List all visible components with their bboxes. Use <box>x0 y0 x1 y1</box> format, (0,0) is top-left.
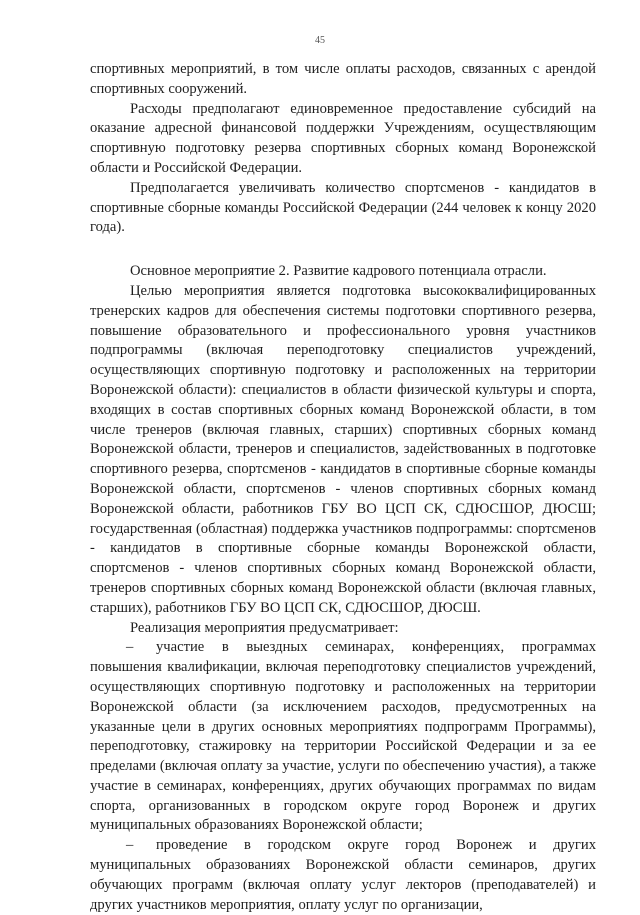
document-body <box>90 60 596 915</box>
list-item-text: участие в выездных семинарах, конференциях, программах повышения квалификации, включая переподготовку специалистов учреждений, осуществляющих спортивную подготовку и расположенных на территории Воронежской области (за исключением расходов, предусмотренных на указанные цели в других основных мероприятиях подпрограмм Программы), переподготовку, стажировку на территории Российской Федерации и за ее пределами (включая оплату за участие, услуги по обеспечению участия), а также участие в семинарах, конференциях, других обучающих программах по видам спорта, организованных в городском округе город Воронеж и других муниципальных образованиях Воронежской области; <box>90 639 596 834</box>
paragraph-goal: Целью мероприятия является подготовка высококвалифицированных тренерских кадров для обеспечения системы подготовки спортивного резерва, повышение образовательного и профессионального уровня участников подпрограммы (включая переподготовку специалистов учреждений, осуществляющих спортивную подготовку и расположенных на территории Воронежской области): специалистов в области физической культуры и спорта, входящих в состав спортивных сборных команд Воронежской области, в том числе тренеров (включая главных, старших) спортивных сборных команд Воронежской области, тренеров и специалистов, задействованных в подготовке спортивного резерва, спортсменов - кандидатов в спортивные сборные команды Воронежской области, спортсменов - членов спортивных сборных команд Воронежской области, работников ГБУ ВО ЦСП СК, СДЮСШОР, ДЮСШ; государственная (областная) поддержка участников подпрограммы: спортсменов - кандидатов в спортивные сборные команды Воронежской области, спортсменов - членов спортивных сборных команд Воронежской области, тренеров спортивных сборных команд Воронежской области (включая главных, старших), работников ГБУ ВО ЦСП СК, СДЮСШОР, ДЮСШ. <box>90 282 596 616</box>
dash-bullet: – <box>126 639 134 656</box>
page-number: 45 <box>315 35 325 46</box>
list-item <box>90 836 596 915</box>
list-item-text: проведение в городском округе город Воронеж и других муниципальных образованиях Воронежской области семинаров, других обучающих программ (включая оплату услуг лекторов (преподавателей) и других участников мероприятия, оплату услуг по организации, <box>90 837 596 913</box>
paragraph-subsidies: Расходы предполагают единовременное предоставление субсидий на оказание адресной финансовой поддержки Учреждениям, осуществляющим спортивную подготовку резерва спортивных сборных команд Воронежской области и Российской Федерации. <box>90 100 596 176</box>
section-heading: Основное мероприятие 2. Развитие кадрового потенциала отрасли. <box>130 263 547 280</box>
list-item <box>90 638 596 836</box>
paragraph-implementation: Реализация мероприятия предусматривает: <box>130 619 399 636</box>
dash-bullet: – <box>126 837 134 854</box>
paragraph-continuation: спортивных мероприятий, в том числе оплаты расходов, связанных с арендой спортивных сооружений. <box>90 61 596 97</box>
paragraph-athletes-target: Предполагается увеличивать количество спортсменов - кандидатов в спортивные сборные команды Российской Федерации (244 человек к концу 2020 года). <box>90 179 596 236</box>
